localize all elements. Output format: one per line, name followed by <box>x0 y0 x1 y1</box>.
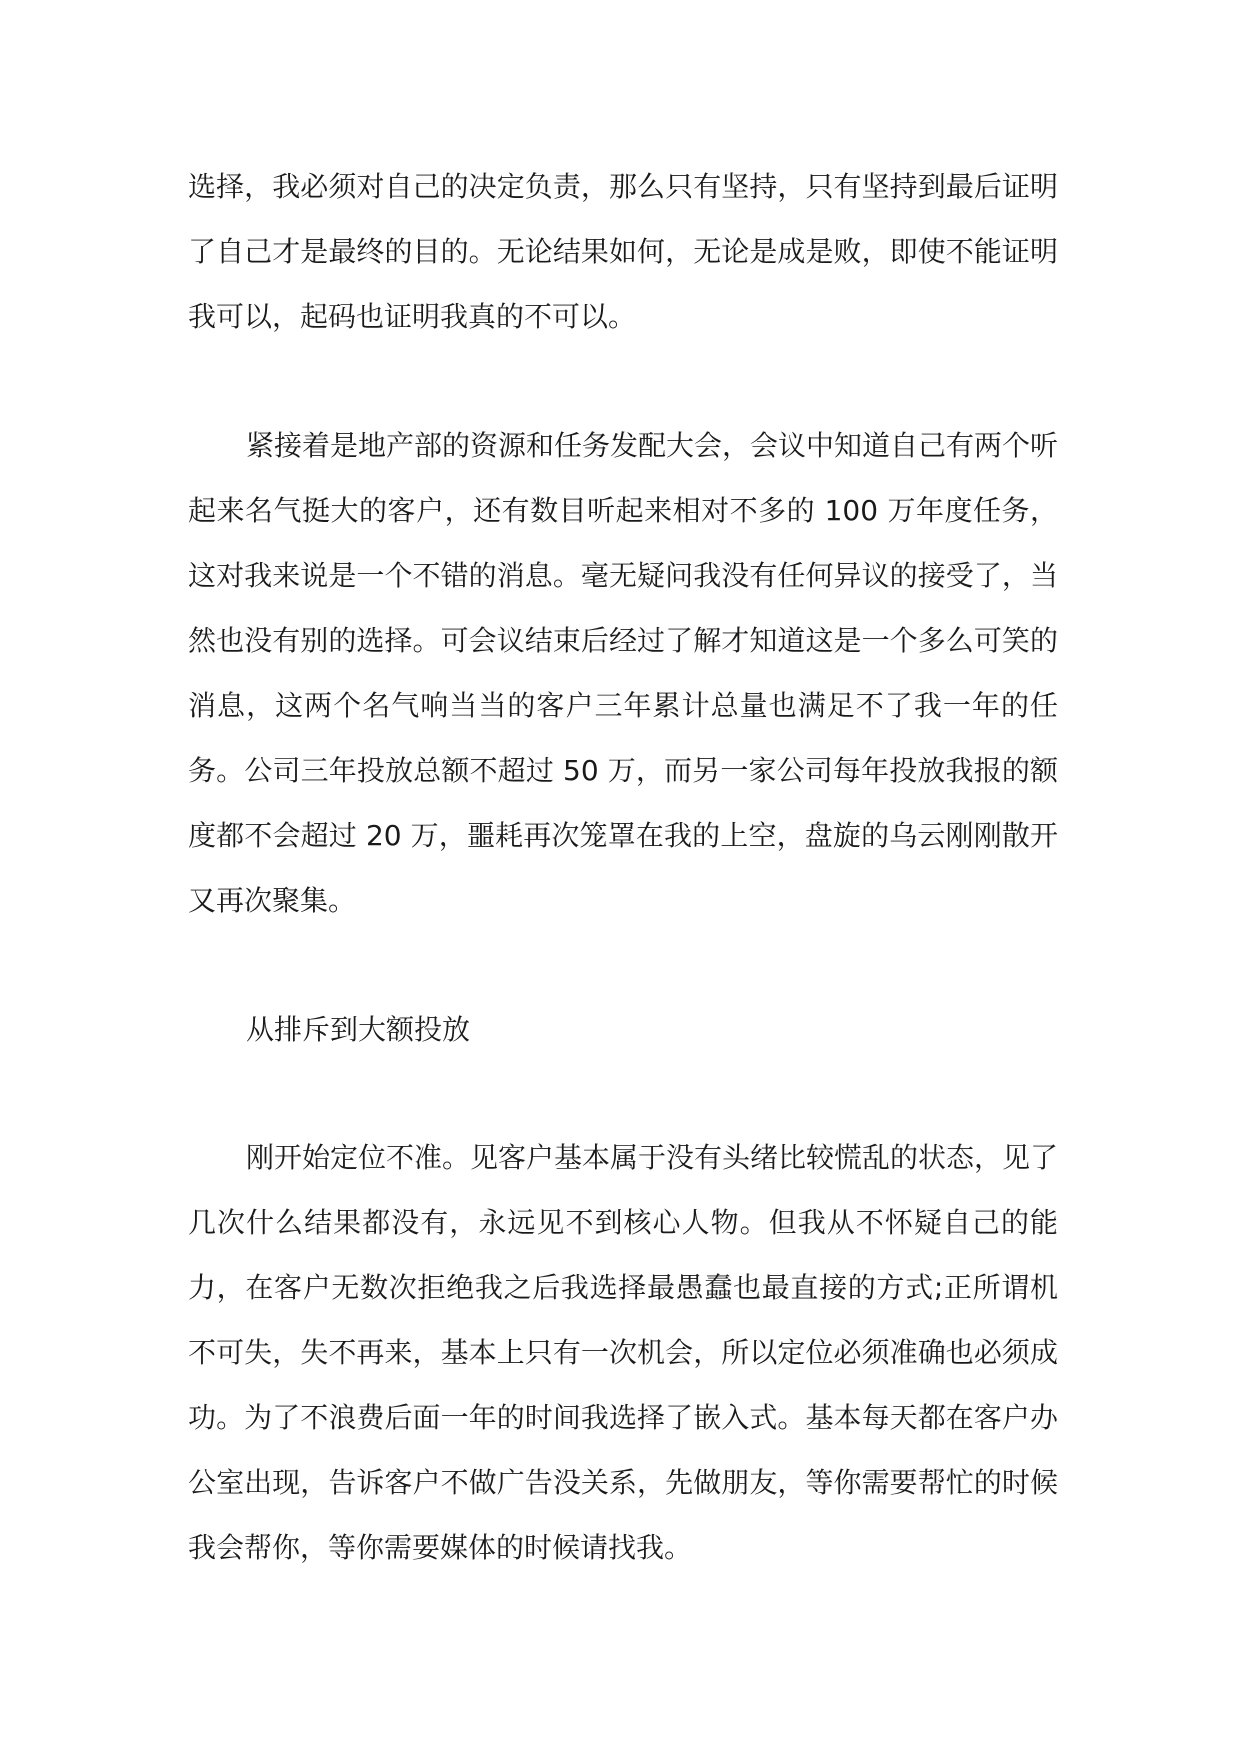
paragraph-3: 刚开始定位不准。见客户基本属于没有头绪比较慌乱的状态，见了几次什么结果都没有，永远见不到核心人物。但我从不怀疑自己的能力，在客户无数次拒绝我之后我选择最愚蠢也最直接的方式;正所谓机不可失，失不再来，基本上只有一次机会，所以定位必须准确也必须成功。为了不浪费后面一年的时间我选择了嵌入式。基本每天都在客户办公室出现，告诉客户不做广告没关系，先做朋友，等你需要帮忙的时候我会帮你，等你需要媒体的时候请找我。 <box>188 1141 1059 1564</box>
section-heading: 从排斥到大额投放 <box>246 1013 471 1046</box>
paragraph-1: 选择，我必须对自己的决定负责，那么只有坚持，只有坚持到最后证明了自己才是最终的目的。无论结果如何，无论是成是败，即使不能证明我可以，起码也证明我真的不可以。 <box>188 170 1058 333</box>
paragraph-2: 紧接着是地产部的资源和任务发配大会，会议中知道自己有两个听起来名气挺大的客户，还有数目听起来相对不多的 100 万年度任务，这对我来说是一个不错的消息。毫无疑问我没有任何异议的接受了，当然也没有别的选择。可会议结束后经过了解才知道这是一个多么可笑的消息，这两个名气响当当的客户三年累计总量也满足不了我一年的任务。公司三年投放总额不超过 50 万，而另一家公司每年投放我报的额度都不会超过 20 万，噩耗再次笼罩在我的上空，盘旋的乌云刚刚散开又再次聚集。 <box>188 429 1059 917</box>
